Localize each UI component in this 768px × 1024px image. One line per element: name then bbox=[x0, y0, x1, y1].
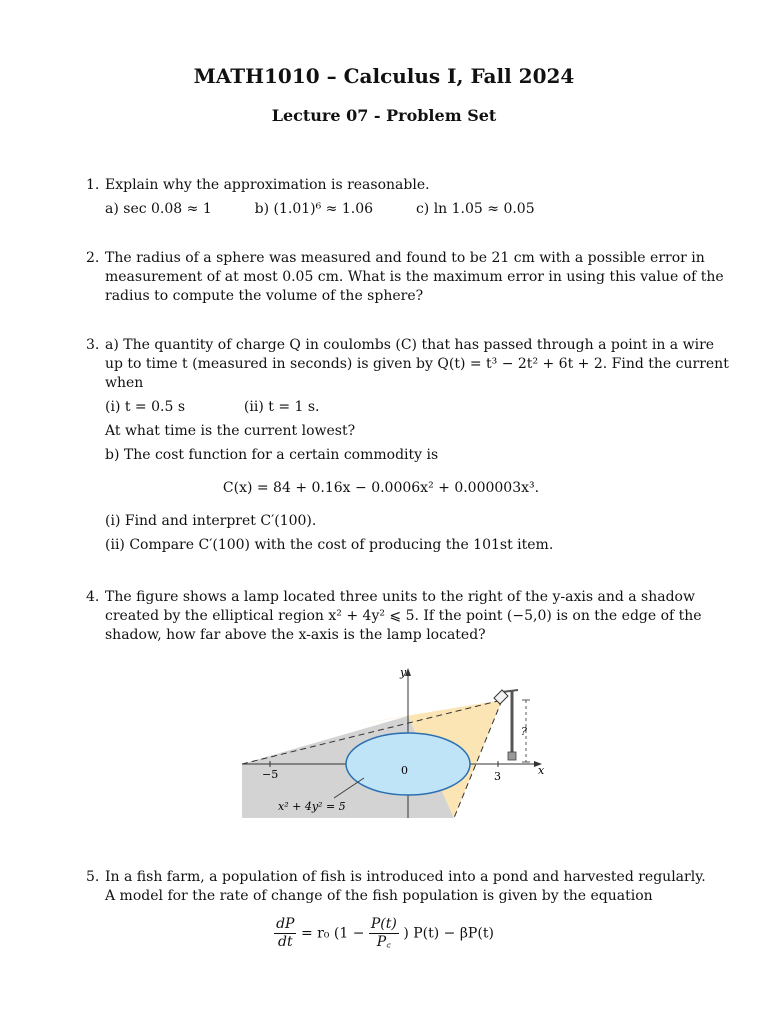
problem-number: 1. bbox=[86, 177, 100, 193]
text-line: radius to compute the volume of the sphere? bbox=[105, 288, 424, 304]
text-line: (i) Find and interpret C′(100). bbox=[105, 513, 317, 529]
page-subtitle: Lecture 07 - Problem Set bbox=[271, 106, 497, 125]
derivative-fraction bbox=[274, 916, 296, 951]
text-line: when bbox=[105, 375, 144, 391]
text-line: measurement of at most 0.05 cm. What is the maximum error in using this value of the bbox=[105, 269, 724, 285]
label-m5: −5 bbox=[262, 768, 279, 781]
label-ellipse-equation: x² + 4y² = 5 bbox=[278, 800, 346, 813]
text-line: A model for the rate of change of the fish population is given by the equation bbox=[105, 888, 653, 904]
problem-number: 4. bbox=[86, 589, 100, 605]
ratio-fraction bbox=[369, 916, 399, 951]
problem-5 bbox=[86, 868, 706, 906]
text-line: (ii) Compare C′(100) with the cost of producing the 101st item. bbox=[105, 537, 554, 553]
text-line: The figure shows a lamp located three units to the right of the y-axis and a shadow bbox=[105, 589, 695, 605]
sub-item-a: a) sec 0.08 ≈ 1 bbox=[105, 201, 212, 217]
ellipse-region bbox=[346, 733, 470, 795]
lamp-shadow-figure bbox=[236, 660, 556, 822]
label-0: 0 bbox=[401, 764, 408, 777]
text-line: up to time t (measured in seconds) is given by Q(t) = t³ − 2t² + 6t + 2. Find the current bbox=[105, 356, 729, 372]
sub-item-b: b) (1.01)⁶ ≈ 1.06 bbox=[254, 201, 374, 217]
text-line: b) The cost function for a certain commodity is bbox=[105, 447, 439, 463]
problem-2 bbox=[86, 249, 724, 306]
sub-item-c: c) ln 1.05 ≈ 0.05 bbox=[415, 201, 535, 217]
sub-item-ii: (ii) t = 1 s. bbox=[243, 399, 320, 415]
text-line: shadow, how far above the x-axis is the lamp located? bbox=[105, 627, 486, 643]
problem-number: 2. bbox=[86, 250, 100, 266]
problem-4 bbox=[86, 588, 702, 645]
numerator: P(t) bbox=[370, 916, 397, 932]
label-3: 3 bbox=[494, 770, 501, 783]
equation-middle: = r₀ (1 − bbox=[300, 925, 365, 942]
sub-items bbox=[105, 200, 676, 219]
sub-item-i: (i) t = 0.5 s bbox=[105, 399, 186, 415]
text-line: created by the elliptical region x² + 4y² ⩽ 5. If the point (−5,0) is on the edge of the bbox=[105, 608, 702, 624]
equation-right: ) P(t) − βP(t) bbox=[403, 925, 494, 942]
problem-text: Explain why the approximation is reasonable. bbox=[105, 177, 430, 193]
problem-1 bbox=[86, 176, 676, 219]
fish-equation bbox=[0, 916, 768, 951]
problem-3 bbox=[86, 336, 729, 555]
numerator: dP bbox=[276, 916, 295, 932]
label-height-question: ? bbox=[521, 725, 527, 738]
text-line: In a fish farm, a population of fish is introduced into a pond and harvested regularly. bbox=[105, 869, 706, 885]
denominator: dt bbox=[277, 934, 293, 950]
label-x: x bbox=[538, 764, 545, 777]
text-line: The radius of a sphere was measured and found to be 21 cm with a possible error in bbox=[105, 250, 705, 266]
problem-number: 3. bbox=[86, 337, 100, 353]
text-line: At what time is the current lowest? bbox=[105, 423, 356, 439]
denominator: P꜀ bbox=[376, 934, 392, 950]
label-y: y bbox=[400, 666, 407, 679]
sub-items bbox=[105, 398, 676, 417]
lamp-base bbox=[508, 752, 516, 760]
text-line: a) The quantity of charge Q in coulombs (C) that has passed through a point in a wire bbox=[105, 337, 715, 353]
cost-equation: C(x) = 84 + 0.16x − 0.0006x² + 0.000003x³. bbox=[222, 480, 540, 496]
problem-number: 5. bbox=[86, 869, 100, 885]
page-title: MATH1010 – Calculus I, Fall 2024 bbox=[193, 64, 575, 88]
